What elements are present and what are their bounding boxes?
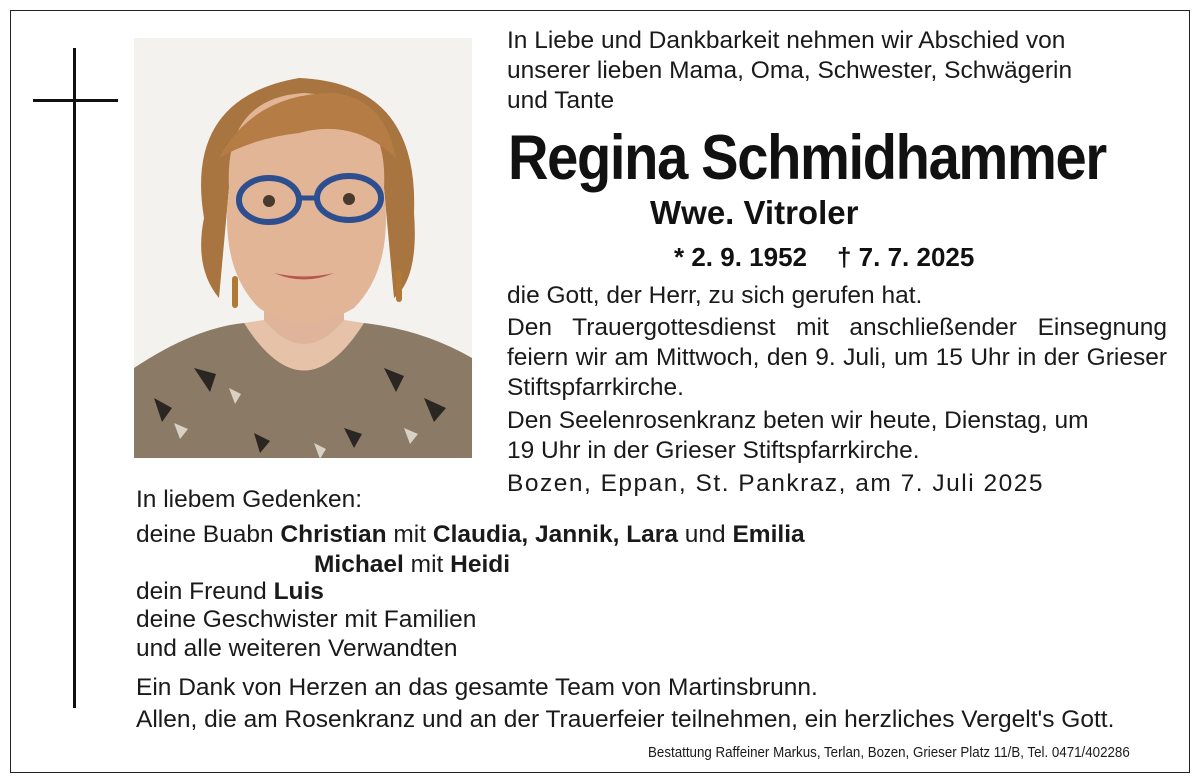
rosary-text [507,406,1089,466]
funeral-text: Den Trauergottesdienst mit anschließender Einsegnung feiern wir am Mittwoch, den 9. Juli, um 15 Uhr in der Grieser Stiftspfarrkirche. [507,314,1167,401]
portrait-photo [134,38,472,458]
cross-horizontal-bar [33,99,118,102]
rosary-line: Den Seelenrosenkranz beten wir heute, Dienstag, um [507,407,1089,434]
widow-name: Wwe. Vitroler [650,194,859,231]
mourners-sons-line [136,520,805,550]
mourners-friend-line [136,577,324,607]
mourners-son2-line [314,550,510,580]
grandchild-name: Emilia [732,521,805,548]
thanks-line: Allen, die am Rosenkranz und an der Trauerfeier teilnehmen, ein herzliches Vergelt's Gott. [136,706,1115,733]
undertaker-info: Bestattung Raffeiner Markus, Terlan, Bozen, Grieser Platz 11/B, Tel. 0471/402286 [648,745,1130,761]
partner-name: Heidi [450,551,511,578]
life-dates [674,242,974,273]
deceased-name: Regina Schmidhammer [508,123,1106,193]
connector: mit [386,521,433,548]
connector: mit [403,551,451,578]
intro-line: unserer lieben Mama, Oma, Schwester, Schwägerin [507,57,1073,84]
son-name: Michael [314,551,404,578]
cross-vertical-bar [73,48,76,708]
death-date: † 7. 7. 2025 [837,242,975,272]
mourners-siblings: deine Geschwister mit Familien [136,606,477,633]
birth-date: * 2. 9. 1952 [674,242,807,272]
portrait-illustration [134,38,472,458]
intro-line: und Tante [507,87,615,114]
intro-line: In Liebe und Dankbarkeit nehmen wir Abschied von [507,27,1066,54]
son-name: Christian [280,521,387,548]
mourners-relatives: und alle weiteren Verwandten [136,635,458,662]
friend-prefix: dein Freund [136,578,274,605]
called-home-text: die Gott, der Herr, zu sich gerufen hat. [507,282,923,309]
mourners-heading: In liebem Gedenken: [136,486,363,513]
friend-name: Luis [273,578,324,605]
thanks-line: Ein Dank von Herzen an das gesamte Team von Martinsbrunn. [136,674,818,701]
family-names: Claudia, Jannik, Lara [432,521,678,548]
rosary-line: 19 Uhr in der Grieser Stiftspfarrkirche. [507,437,920,464]
connector: und [677,521,733,548]
place-date: Bozen, Eppan, St. Pankraz, am 7. Juli 2025 [507,470,1044,497]
sons-prefix: deine Buabn [136,521,281,548]
intro-text [507,26,1072,116]
